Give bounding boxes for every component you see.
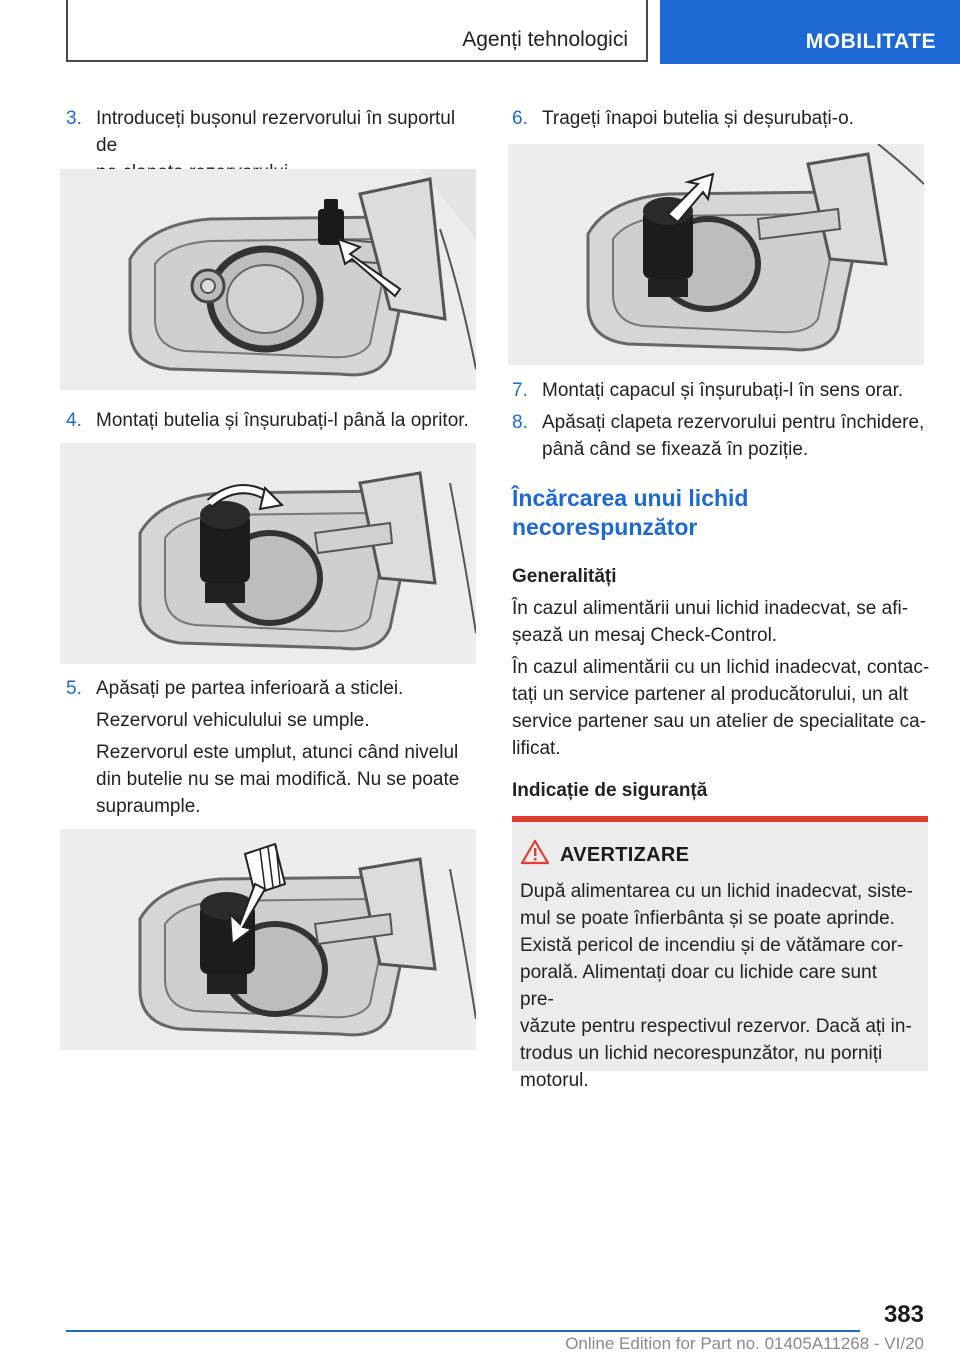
warning-text (520, 878, 916, 1094)
fuel-flap-illustration (60, 443, 476, 664)
figure-press-bottle (60, 829, 476, 1050)
fuel-flap-illustration (508, 144, 924, 365)
warning-line: trodus un lichid necorespunzător, nu porniți (520, 1043, 883, 1064)
fuel-flap-illustration (60, 829, 476, 1050)
paragraph-line: tați un service partener al producătorului, un alt (512, 684, 909, 705)
subheading-safety: Indicație de siguranță (512, 780, 708, 801)
figure-mount-bottle (60, 443, 476, 664)
warning-line: văzute pentru respectivul rezervor. Dacă ați in- (520, 1016, 912, 1037)
step-number: 7. (512, 380, 528, 401)
warning-title: AVERTIZARE (560, 844, 690, 866)
heading-line: necorespunzător (512, 514, 698, 540)
step-text-line: Montați capacul și înșurubați-l în sens orar. (542, 380, 904, 401)
step-number: 6. (512, 108, 528, 129)
footer-divider (66, 1330, 860, 1332)
warning-line: motorul. (520, 1070, 589, 1091)
warning-line: mul se poate înfierbânta și se poate aprinde. (520, 908, 895, 929)
paragraph-check-control (512, 595, 932, 649)
step-number: 3. (66, 108, 82, 129)
step-detail-line: supraumple. (96, 796, 201, 817)
step-text-line: până când se fixează în poziție. (542, 439, 809, 460)
warning-triangle-icon (520, 838, 550, 866)
step-text-line: Apăsați clapeta rezervorului pentru închidere, (542, 412, 925, 433)
warning-line: Există pericol de incendiu și de vătămare cor- (520, 935, 904, 956)
paragraph-line: lificat. (512, 738, 561, 759)
paragraph-line: șează un mesaj Check-Control. (512, 625, 778, 646)
subheading-general: Generalități (512, 566, 617, 587)
warning-line: porală. Alimentați doar cu lichide care sunt pre- (520, 962, 877, 1010)
header-section-title: Agenți tehnologici (462, 28, 628, 51)
step-number: 4. (66, 410, 82, 431)
paragraph-line: În cazul alimentării cu un lichid inadecvat, contac- (512, 657, 930, 678)
figure-pull-back-bottle (508, 144, 924, 365)
paragraph-line: service partener sau un atelier de specialitate ca- (512, 711, 927, 732)
step-number: 5. (66, 678, 82, 699)
paragraph-line: În cazul alimentării unui lichid inadecvat, se afi- (512, 598, 909, 619)
step-text-line: Trageți înapoi butelia și deșurubați-o. (542, 108, 854, 129)
fuel-flap-illustration (60, 169, 476, 390)
header-chapter-tab (660, 0, 960, 64)
heading-line: Încărcarea unui lichid (512, 485, 749, 511)
paragraph-service-partner (512, 654, 932, 762)
warning-box (512, 816, 928, 1091)
step-detail-line: Rezervorul vehiculului se umple. (96, 710, 370, 731)
footer-edition: Online Edition for Part no. 01405A11268 - VI/20 (565, 1334, 924, 1353)
step-text-line: Apăsați pe partea inferioară a sticlei. (96, 678, 404, 699)
step-number: 8. (512, 412, 528, 433)
header-section-box (66, 0, 648, 62)
step-detail-line: din butelie nu se mai modifică. Nu se poate (96, 769, 460, 790)
section-heading (512, 484, 932, 542)
warning-line: După alimentarea cu un lichid inadecvat, siste- (520, 881, 913, 902)
step-detail-line: Rezervorul este umplut, atunci când nivelul (96, 742, 459, 763)
header-chapter-title: MOBILITATE (805, 30, 936, 53)
page-number: 383 (883, 1301, 924, 1328)
warning-bar (512, 816, 928, 822)
step-text-line: Introduceți bușonul rezervorului în suportul de (96, 108, 456, 156)
step-5-detail (96, 707, 478, 820)
figure-insert-cap-holder (60, 169, 476, 390)
step-text-line: Montați butelia și înșurubați-l până la opritor. (96, 410, 469, 431)
